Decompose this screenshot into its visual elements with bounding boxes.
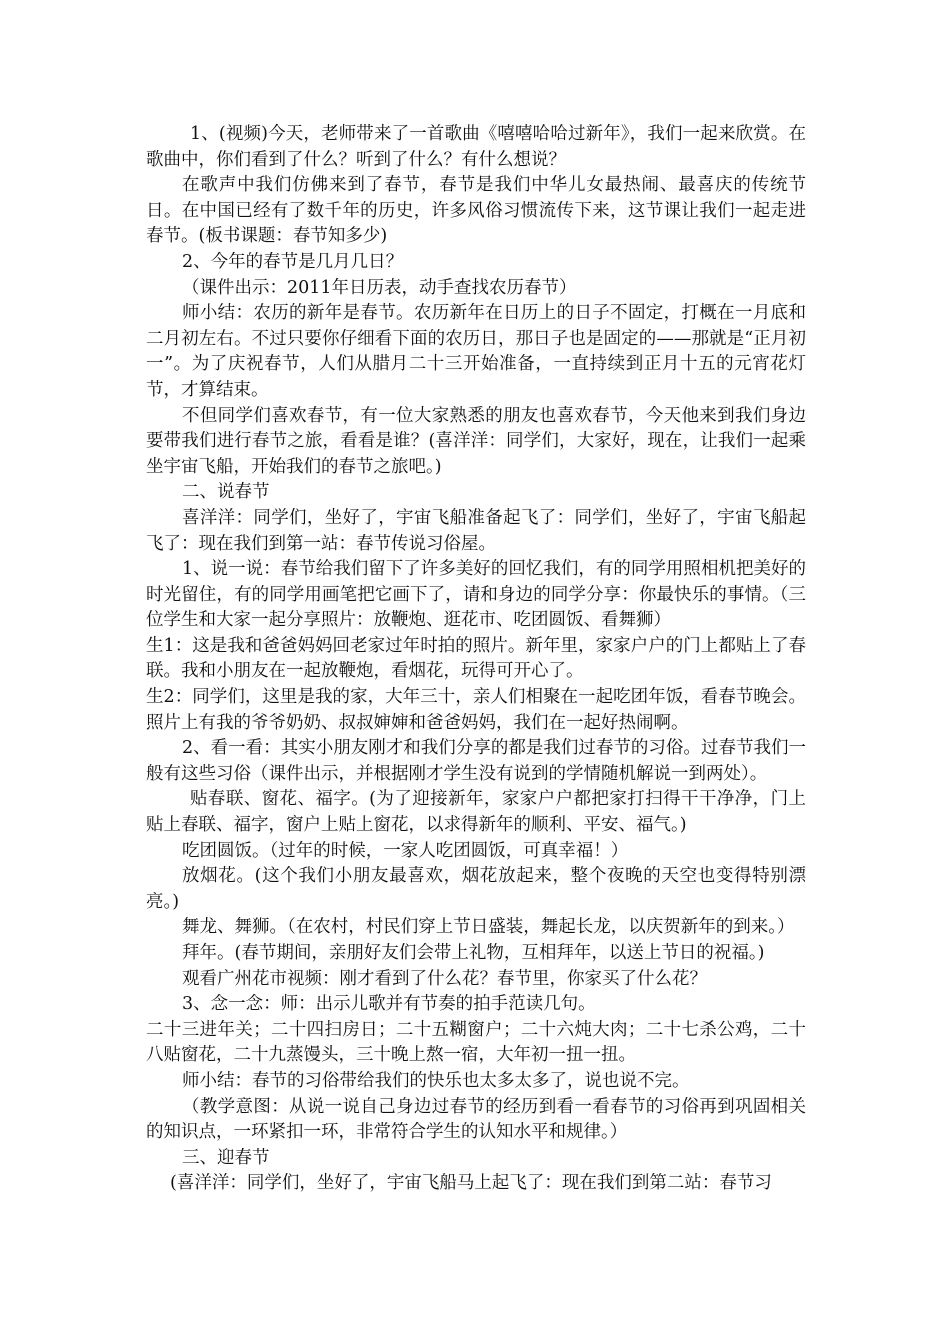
document-page <box>146 122 806 1197</box>
paragraph-couplets: 贴春联、窗花、福字。(为了迎接新年，家家户户都把家打扫得干干净净，门上贴上春联、福字，窗户上贴上窗花，以求得新年的顺利、平安、福气。) <box>146 789 806 836</box>
paragraph-reunion-dinner: 吃团圆饭。（过年的时候，一家人吃团圆饭，可真幸福！） <box>182 840 629 861</box>
paragraph-second-stop: (喜洋洋：同学们，坐好了，宇宙飞船马上起飞了：现在我们到第二站：春节习 <box>170 1173 772 1194</box>
paragraph-calendar: （课件出示：2011年日历表，动手查找农历春节） <box>182 277 577 298</box>
paragraph-look-at-it: 2、看一看：其实小朋友刚才和我们分享的都是我们过春节的习俗。过春节我们一般有这些习俗（课件出示，并根据刚才学生没有说到的学情随机解说一到两处）。 <box>146 738 806 784</box>
paragraph-say-it: 1、说一说：春节给我们留下了许多美好的回忆我们，有的同学用照相机把美好的时光留住，有的同学用画笔把它画下了，请和身边的同学分享：你最快乐的事情。（三位学生和大家一起分享照片：放鞭炮、逛花市、吃团圆饭、看舞狮） <box>146 559 806 631</box>
paragraph-fireworks: 放烟花。(这个我们小朋友最喜欢，烟花放起来，整个夜晚的天空也变得特别漂亮。) <box>146 866 806 912</box>
paragraph-dragon-lion-dance: 舞龙、舞狮。（在农村，村民们穿上节日盛装，舞起长龙，以庆贺新年的到来。） <box>182 917 795 938</box>
paragraph-teacher-summary-1: 师小结：农历的新年是春节。农历新年在日历上的日子不固定，打概在一月底和二月初左右。不过只要你仔细看下面的农历日，那日子也是固定的——那就是“正月初一”。为了庆祝春节，人们从腊月二十三开始准备，一直持续到正月十五的元宵花灯节，才算结束。 <box>146 303 806 400</box>
paragraph-spring-festival-intro: 在歌声中我们仿佛来到了春节，春节是我们中华儿女最热闹、最喜庆的传统节日。在中国已经有了数千年的历史，许多风俗习惯流传下来，这节课让我们一起走进春节。(板书课题：春节知多少) <box>146 175 806 247</box>
paragraph-flower-market: 观看广州花市视频：刚才看到了什么花？春节里，你家买了什么花？ <box>182 968 707 989</box>
paragraph-song-intro: 1、(视频)今天，老师带来了一首歌曲《嘻嘻哈哈过新年》，我们一起来欣赏。在歌曲中，你们看到了什么？听到了什么？有什么想说？ <box>146 124 806 170</box>
paragraph-teacher-summary-2: 师小结：春节的习俗带给我们的快乐也太多太多了，说也说不完。 <box>182 1070 690 1091</box>
paragraph-teaching-intent: （教学意图：从说一说自己身边过春节的经历到看一看春节的习俗再到巩固相关的知识点，一环紧扣一环，非常符合学生的认知水平和规律。） <box>146 1096 806 1143</box>
paragraph-nursery-rhyme: 二十三进年关；二十四扫房日；二十五糊窗户；二十六炖大肉；二十七杀公鸡，二十八贴窗花，二十九蒸馒头，三十晚上熬一宿，大年初一扭一扭。 <box>146 1019 806 1066</box>
paragraph-question-date: 2、今年的春节是几月几日？ <box>182 251 404 272</box>
section-heading-2: 二、说春节 <box>182 482 270 503</box>
paragraph-friend-intro: 不但同学们喜欢春节，有一位大家熟悉的朋友也喜欢春节，今天他来到我们身边要带我们进行春节之旅，看看是谁？(喜洋洋：同学们，大家好，现在，让我们一起乘坐宇宙飞船，开始我们的春节之旅吧。) <box>146 405 806 477</box>
paragraph-new-year-visit: 拜年。(春节期间，亲朋好友们会带上礼物，互相拜年，以送上节日的祝福。) <box>182 943 765 963</box>
paragraph-first-stop: 喜洋洋：同学们，坐好了，宇宙飞船准备起飞了：同学们，坐好了，宇宙飞船起飞了：现在我们到第一站：春节传说习俗屋。 <box>146 507 806 554</box>
paragraph-recite: 3、念一念：师：出示儿歌并有节奏的拍手范读几句。 <box>182 994 596 1015</box>
paragraph-student-1: 生1：这是我和爸爸妈妈回老家过年时拍的照片。新年里，家家户户的门上都贴上了春联。我和小朋友在一起放鞭炮，看烟花，玩得可开心了。 <box>146 635 806 682</box>
section-heading-3: 三、迎春节 <box>182 1147 270 1168</box>
paragraph-student-2: 生2：同学们，这里是我的家，大年三十，亲人们相聚在一起吃团年饭，看春节晚会。照片上有我的爷爷奶奶、叔叔婶婶和爸爸妈妈，我们在一起好热闹啊。 <box>146 687 806 733</box>
